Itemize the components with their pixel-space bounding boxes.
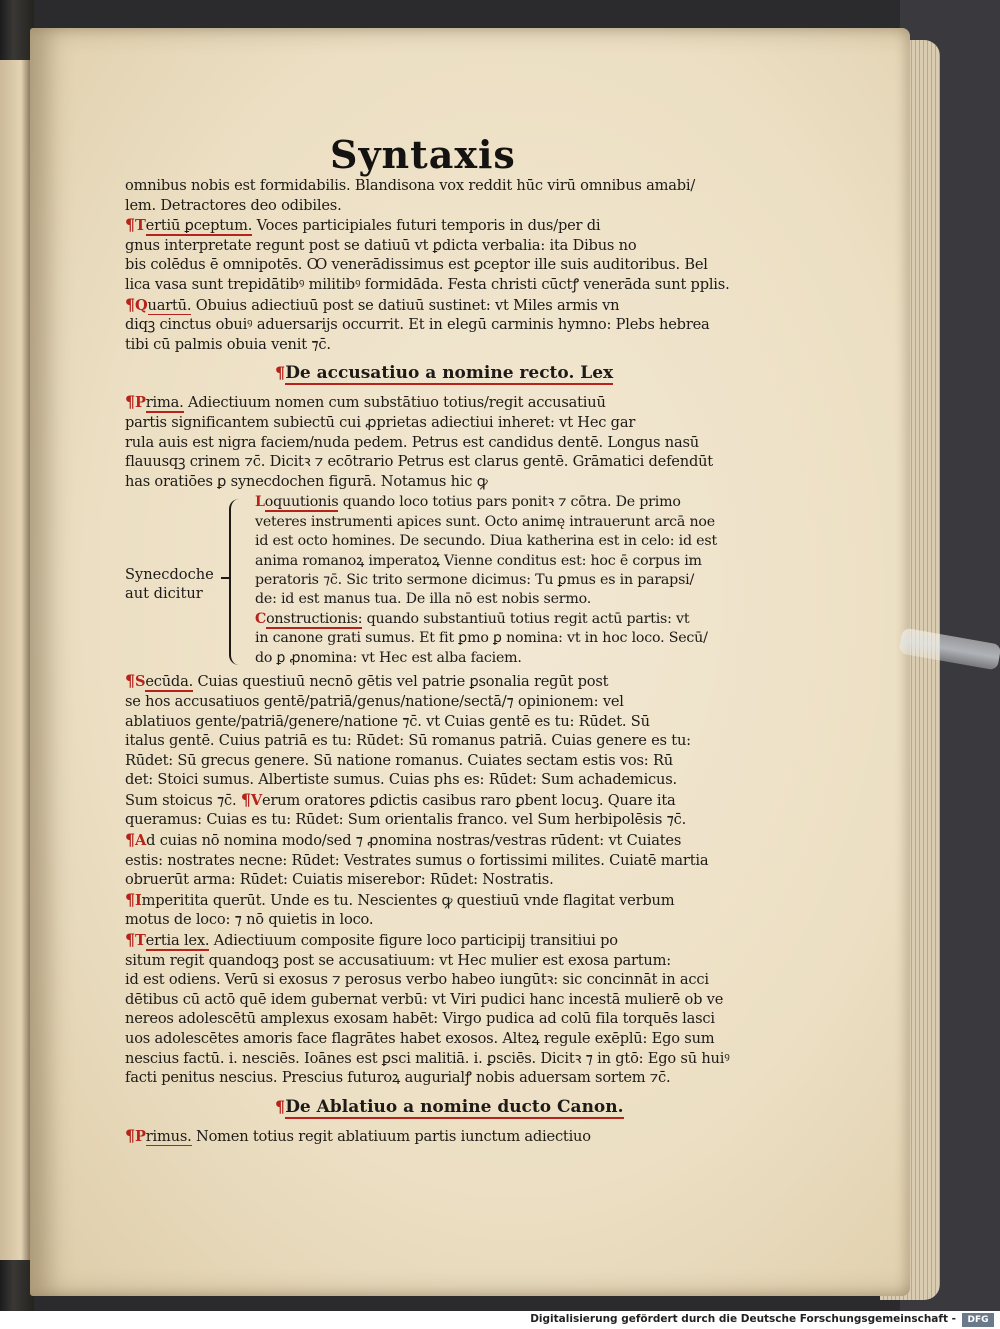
- entry-lead: oquutionis: [264, 494, 339, 511]
- text-line: diqꝫ cinctus obuiꝰ aduersarijs occurrit. Et in elegū carminis hymno: Plebs hebrea: [125, 316, 710, 334]
- text-line: ablatiuos gente/patriā/genere/natione ⁊c̄. vt Cuias gentē es tu: Rūdet. Sū: [125, 712, 650, 730]
- text-line: querūt. Unde es tu. Nescientes ꝙ questiuū vnde flagitat verbum: [208, 891, 675, 909]
- synecdoche-label: [125, 565, 233, 603]
- paragraph-imperitia: [125, 890, 815, 911]
- paragraph-mark: ¶: [275, 1096, 286, 1116]
- red-initial: C: [255, 610, 267, 627]
- paragraph-mark: ¶: [125, 830, 135, 850]
- red-initial: Q: [134, 296, 148, 314]
- text-line: nescius factū. i. nesciēs. Ioānes est ꝑsci malitiā. i. ꝑsciēs. Dicitꝛ ⁊ in gtō: Ego sū huiꝰ: [125, 1049, 730, 1067]
- text-line: id est odiens. Verū si exosus ⁊ perosus verbo habeo iungūtꝛ: sic concinnāt in acci: [125, 971, 709, 989]
- red-initial: L: [255, 494, 265, 511]
- paragraph-lead: ertiū ꝑceptum.: [145, 217, 253, 235]
- text-line: obruerūt arma: Rūdet: Cuiatis miserebor: Rūdet: Nostratis.: [125, 871, 554, 889]
- constructionis-entry: [255, 610, 815, 629]
- text-line: rula auis est nigra faciem/nuda pedem. Petrus est candidus dentē. Longus nasū: [125, 433, 699, 451]
- text-line: lem. Detractores deo odibiles.: [125, 196, 342, 214]
- red-initial: I: [134, 891, 142, 909]
- text-line: facti penitus nescius. Prescius futuroꝝ augurialꝭ nobis aduersam sortem ⁊c̄.: [125, 1069, 671, 1087]
- red-initial: T: [134, 217, 146, 235]
- paragraph-verum: [125, 790, 815, 811]
- paragraph-lead: ecūda.: [145, 673, 194, 691]
- paragraph-lead: mperitita: [141, 891, 209, 909]
- caption-text: De accusatiuo a nomine recto. Lex: [285, 363, 614, 384]
- text-line: veteres instrumenti apices sunt. Octo animę intrauerunt arcā noe: [255, 513, 715, 530]
- footer-bar: [0, 1311, 1000, 1329]
- paragraph-prima: [125, 392, 815, 413]
- text-line: cuias nō nomina modo/sed ⁊ ꝓnomina nostras/vestras rūdent: vt Cuiates: [155, 832, 682, 850]
- paragraph-mark: ¶: [125, 294, 135, 314]
- paragraph-tertia: [125, 930, 815, 951]
- text-line: Sum stoicus ⁊c̄.: [125, 791, 237, 809]
- paragraph-mark: ¶: [125, 930, 135, 950]
- paragraph-primus: [125, 1126, 815, 1147]
- text-line: Nomen totius regit ablatiuum partis iunctum adiectiuo: [191, 1127, 591, 1145]
- paragraph-quartum: [125, 295, 815, 316]
- text-line: Cuias questiuū necnō gētis vel patrie ꝑsonalia regūt post: [193, 673, 609, 691]
- facing-page-edge: [0, 60, 30, 1260]
- label-line: Synecdoche: [125, 566, 214, 584]
- text-line: do ꝑ ꝓnomina: vt Hec est alba faciem.: [255, 649, 522, 666]
- red-initial: P: [134, 1127, 146, 1145]
- paragraph-secunda: [125, 671, 815, 692]
- text-line: Rūdet: Sū grecus genere. Sū natione romanus. Cuiates sectam estis vos: Rū: [125, 751, 673, 769]
- text-line: bis colēdus ē omnipotēs. Ꝏ venerādissimus est ꝑceptor ille suis auditoribus. Bel: [125, 256, 708, 274]
- caption-text: De Ablatiuo a nomine ducto Canon.: [285, 1096, 624, 1117]
- paragraph-tertium: [125, 215, 815, 236]
- text-line: nereos adolescētū amplexus exosam habēt: Virgo pudica ad colū fila torquēs lasci: [125, 1010, 715, 1028]
- text-line: tibi cū palmis obuia venit ⁊c̄.: [125, 335, 331, 353]
- red-initial: S: [134, 673, 146, 691]
- red-initial: V: [250, 791, 263, 809]
- text-line: se hos accusatiuos gentē/patriā/genus/natione/sectā/⁊ opinionem: vel: [125, 692, 624, 710]
- paragraph-lead: rimus.: [145, 1127, 192, 1145]
- paragraph-lead: d: [146, 832, 156, 850]
- text-line: quando loco totius pars ponitꝛ ⁊ cōtra. De primo: [338, 494, 681, 511]
- section-caption: [275, 362, 815, 384]
- paragraph-mark: ¶: [125, 392, 135, 412]
- dfg-logo: DFG: [962, 1313, 994, 1327]
- text-line: de: id est manus tua. De illa nō est nobis sermo.: [255, 591, 592, 608]
- section-caption: [275, 1096, 815, 1118]
- red-initial: A: [134, 832, 147, 850]
- paragraph-lead: erum: [262, 791, 301, 809]
- text-line: estis: nostrates necne: Rūdet: Vestrates sumus o fortissimi milites. Cuiatē martia: [125, 851, 709, 869]
- curly-brace: [229, 499, 245, 665]
- text-line: Adiectiuum nomen cum substātiuo totius/regit accusatiuū: [183, 394, 606, 412]
- synecdoche-definitions: [255, 493, 815, 668]
- text-line: quando substantiuū totius regit actū partis: vt: [362, 610, 690, 627]
- paragraph-mark: ¶: [125, 889, 135, 909]
- text-line: peratoris ⁊c̄. Sic trito sermone dicimus: Tu ꝑmus es in parapsi/: [255, 571, 695, 588]
- text-line: lica vasa sunt trepidātibꝰ militibꝰ formidāda. Festa christi cūctꝭ venerāda sunt pplis.: [125, 275, 730, 293]
- paragraph-mark: ¶: [275, 363, 286, 383]
- paragraph-mark: ¶: [125, 215, 135, 235]
- text-line: Obuius adiectiuū post se datiuū sustinet: vt Miles armis vn: [191, 296, 620, 314]
- paragraph-adcuias: [125, 830, 815, 851]
- text-line: flauusqꝫ crinem ⁊c̄. Dicitꝛ ⁊ ecōtrario Petrus est clarus gentē. Grāmatici defendūt: [125, 453, 713, 471]
- paragraph-lead: uartū.: [147, 296, 192, 314]
- text-line: dētibus cū actō quē idem gubernat verbū: vt Viri pudici hanc incestā mulierē ob ve: [125, 990, 724, 1008]
- paragraph-mark: ¶: [125, 671, 135, 691]
- locutionis-entry: [255, 493, 815, 512]
- red-initial: T: [134, 932, 146, 950]
- synecdoche-brace-figure: [125, 493, 815, 669]
- text-block: [125, 140, 815, 1146]
- text-line: partis significantem subiectū cui ꝓprietas adiectiui inheret: vt Hec gar: [125, 413, 636, 431]
- text-line: Adiectiuum composite figure loco participij transitiui po: [209, 932, 618, 950]
- entry-lead: onstructionis:: [266, 610, 363, 627]
- red-initial: P: [134, 394, 146, 412]
- text-line: Voces participiales futuri temporis in dus/per di: [252, 217, 601, 235]
- text-line: has oratiōes ꝑ synecdochen figurā. Notamus hic ꝙ: [125, 472, 488, 490]
- paragraph-mark: ¶: [240, 789, 251, 809]
- text-line: situm regit quandoqꝫ post se accusatiuum: vt Hec mulier est exosa partum:: [125, 951, 671, 969]
- text-line: omnibus nobis est formidabilis. Blandisona vox reddit hūc virū omnibus amabi/: [125, 177, 696, 194]
- text-line: in canone grati sumus. Et fit ꝑmo ꝑ nomina: vt in hoc loco. Secū/: [255, 630, 708, 647]
- text-line: det: Stoici sumus. Albertiste sumus. Cuias phs es: Rūdet: Sum achademicus.: [125, 771, 677, 789]
- text-line: id est octo homines. De secundo. Diua katherina est in celo: id est: [255, 533, 717, 550]
- text-line: queramus: Cuias es tu: Rūdet: Sum orientalis franco. vel Sum herbipolēsis ⁊c̄.: [125, 811, 687, 829]
- brace-tip: [221, 577, 231, 579]
- paragraph-lead: ertia lex.: [145, 932, 210, 950]
- text-line: anima romanoꝝ imperatoꝝ Vienne conditus est: hoc ē corpus im: [255, 552, 702, 569]
- funding-note: Digitalisierung gefördert durch die Deutsche Forschungsgemeinschaft -: [530, 1313, 956, 1325]
- text-line: oratores ꝑdictis casibus raro ꝑbent locuꝫ. Quare ita: [300, 791, 676, 809]
- text-line: gnus interpretate regunt post se datiuū vt ꝑdicta verbalia: ita Dibus no: [125, 236, 637, 254]
- running-head: Syntaxis: [330, 132, 516, 177]
- book-page: [30, 28, 910, 1296]
- text-line: motus de loco: ⁊ nō quietis in loco.: [125, 911, 374, 929]
- paragraph-lead: rima.: [145, 394, 184, 412]
- text-line: uos adolescētes amoris face flagrātes habet exosos. Alteꝝ regule exēplū: Ego sum: [125, 1030, 715, 1047]
- label-line: aut dicitur: [125, 585, 203, 603]
- text-line: italus gentē. Cuius patriā es tu: Rūdet: Sū romanus patriā. Cuias genere es tu:: [125, 732, 691, 750]
- paragraph-mark: ¶: [125, 1125, 135, 1145]
